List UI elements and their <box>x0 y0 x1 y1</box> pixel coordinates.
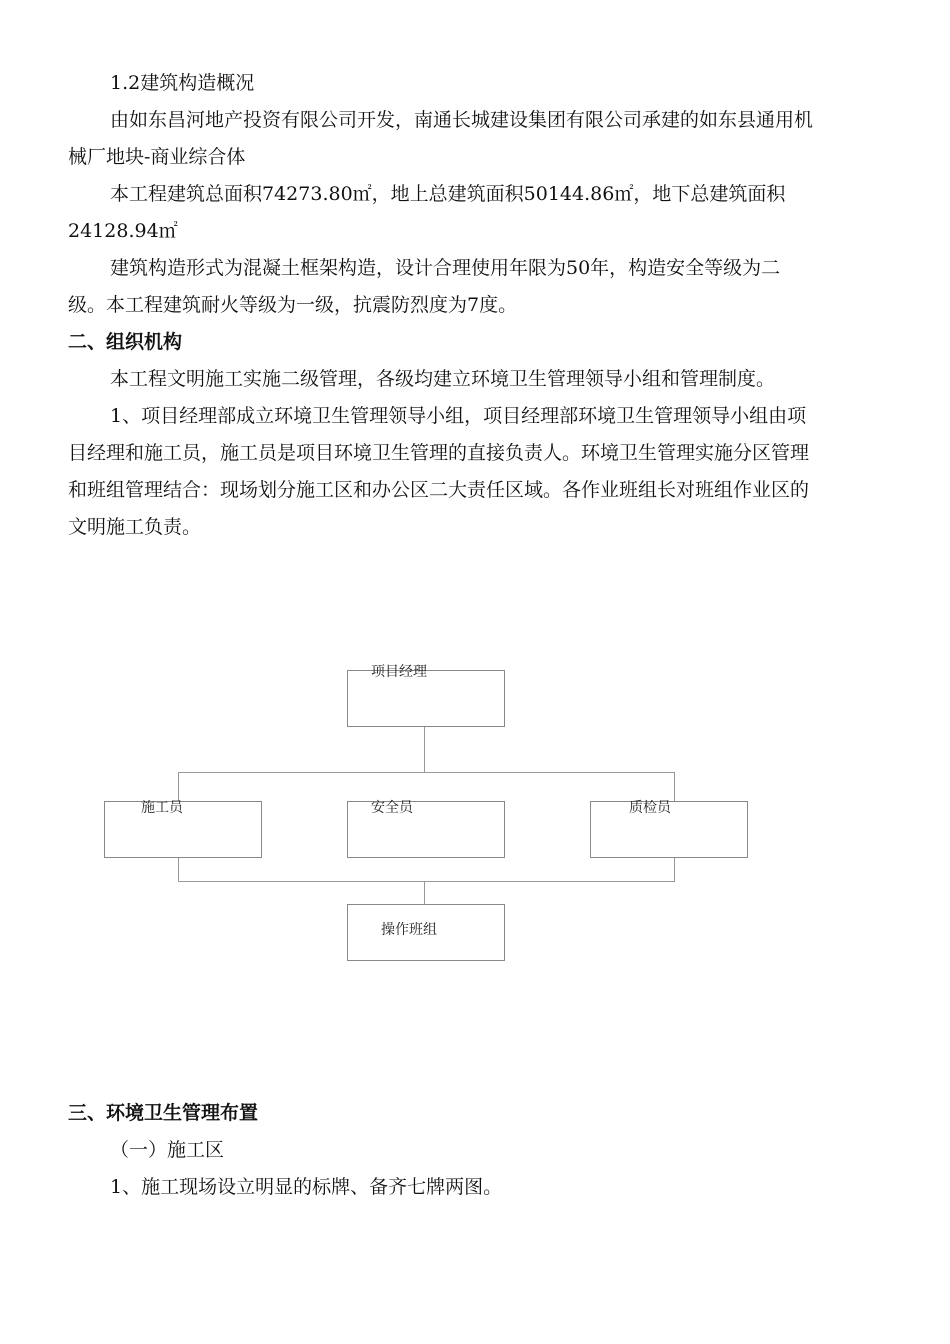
connector-line <box>424 881 425 904</box>
section-heading: 二、组织机构 <box>68 331 183 353</box>
connector-line <box>178 858 179 882</box>
org-box-safety-officer <box>347 801 505 858</box>
connector-line <box>178 772 675 773</box>
connector-line <box>178 772 179 801</box>
section-title: 1.2建筑构造概况 <box>110 72 255 94</box>
org-box-label: 质检员 <box>629 800 671 816</box>
paragraph-line: 1、项目经理部成立环境卫生管理领导小组，项目经理部环境卫生管理领导小组由项 <box>110 405 807 427</box>
connector-line <box>178 881 675 882</box>
paragraph-line: 本工程文明施工实施二级管理，各级均建立环境卫生管理领导小组和管理制度。 <box>110 368 776 390</box>
org-box-label: 操作班组 <box>381 922 437 938</box>
paragraph-line: 本工程建筑总面积74273.80㎡，地上总建筑面积50144.86㎡，地下总建筑面积 <box>110 183 786 205</box>
org-box-label: 项目经理 <box>371 664 427 680</box>
org-box-label: 施工员 <box>141 800 183 816</box>
subsection-heading: （一）施工区 <box>110 1139 225 1161</box>
section-heading: 三、环境卫生管理布置 <box>68 1102 259 1124</box>
paragraph-line: 文明施工负责。 <box>68 516 202 538</box>
org-box-label: 安全员 <box>371 800 413 816</box>
paragraph-line: 和班组管理结合：现场划分施工区和办公区二大责任区域。各作业班组长对班组作业区的 <box>68 479 810 501</box>
org-box-quality-inspector <box>590 801 748 858</box>
paragraph-line: 级。本工程建筑耐火等级为一级，抗震防烈度为7度。 <box>68 294 518 316</box>
org-box-project-manager <box>347 664 505 727</box>
paragraph-line: 1、施工现场设立明显的标牌、备齐七牌两图。 <box>110 1176 503 1198</box>
org-box-constructor <box>104 801 262 858</box>
paragraph-line: 由如东昌河地产投资有限公司开发，南通长城建设集团有限公司承建的如东县通用机 <box>110 109 814 131</box>
paragraph-line: 械厂地块-商业综合体 <box>68 146 246 168</box>
connector-line <box>424 727 425 773</box>
connector-line <box>674 772 675 801</box>
paragraph-line: 24128.94㎡ <box>68 220 178 242</box>
org-box-operation-team <box>347 904 505 961</box>
paragraph-line: 建筑构造形式为混凝土框架构造，设计合理使用年限为50年，构造安全等级为二 <box>110 257 781 279</box>
connector-line <box>674 858 675 882</box>
paragraph-line: 目经理和施工员，施工员是项目环境卫生管理的直接负责人。环境卫生管理实施分区管理 <box>68 442 810 464</box>
